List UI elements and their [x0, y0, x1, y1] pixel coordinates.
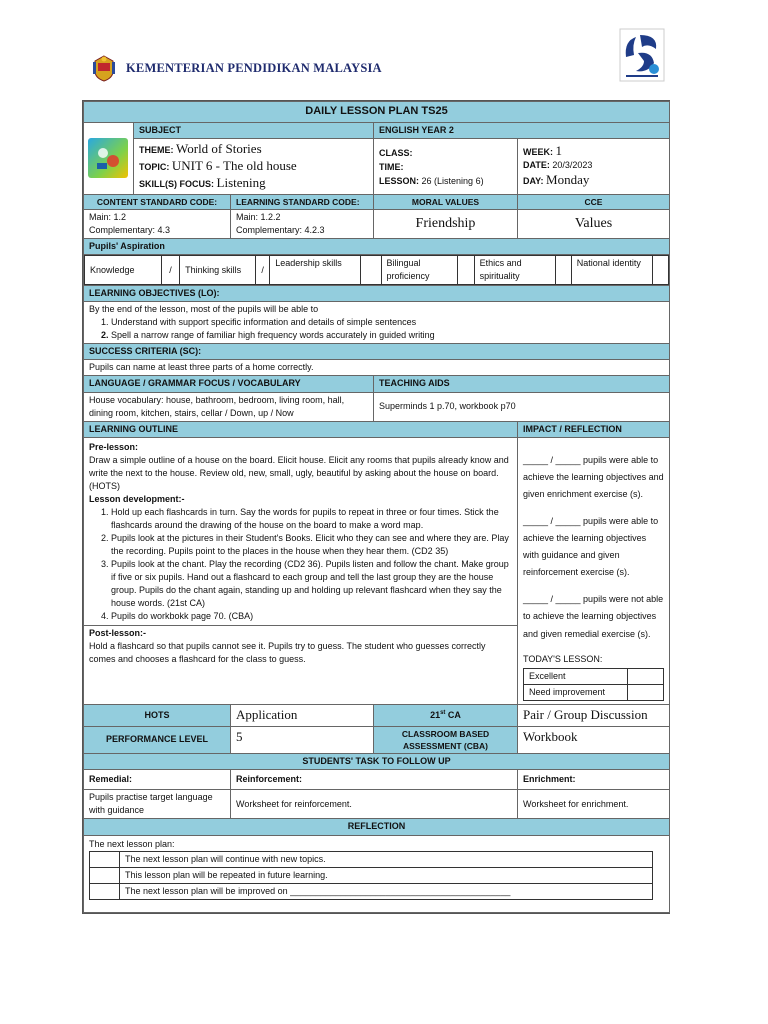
todays-lesson-excellent: Excellent: [524, 668, 628, 684]
impact-line: _____ / _____ pupils were not able to achieve the learning objectives and given remedial exercise (s).: [523, 594, 664, 639]
learning-main: Main: 1.2.2: [236, 211, 281, 222]
topic-label: TOPIC:: [139, 161, 170, 172]
moral-value: Friendship: [374, 209, 518, 238]
outline-header: LEARNING OUTLINE: [84, 421, 518, 437]
content-complementary: Complementary: 4.3: [89, 225, 171, 236]
pre-lesson-text: Draw a simple outline of a house on the board. Elicit house. Elicit any rooms that pupils already know and write the next to the house. Review old, new, small, ugly, beautiful by asking about the house on board. (HOTS): [89, 454, 509, 491]
cba-value: Workbook: [518, 726, 670, 754]
aspiration-ethics-mark: [555, 256, 571, 285]
date-value: 20/3/2023: [552, 159, 593, 170]
lesson-value: 26 (Listening 6): [421, 175, 484, 186]
time-label: TIME:: [379, 161, 404, 172]
enrichment-label: Enrichment:: [518, 770, 670, 790]
day-label: DAY:: [523, 175, 544, 186]
reflection-checkbox[interactable]: [90, 883, 120, 899]
cce-value: Values: [518, 209, 670, 238]
aspiration-header: Pupils' Aspiration: [84, 239, 670, 255]
textbook-cover: [84, 122, 134, 194]
page-title: DAILY LESSON PLAN TS25: [84, 102, 670, 123]
reflection-intro: The next lesson plan:: [89, 838, 175, 849]
reflection-option: The next lesson plan will continue with new topics.: [120, 851, 653, 867]
excellent-checkbox[interactable]: [627, 668, 663, 684]
aspiration-national-mark: [652, 256, 668, 285]
aspiration-knowledge: Knowledge: [85, 256, 162, 285]
lo-body: [84, 302, 670, 344]
class-label: CLASS:: [379, 147, 413, 158]
aids-text: Superminds 1 p.70, workbook p70: [374, 392, 670, 421]
lesson-plan-table: [83, 101, 670, 913]
subject-value: ENGLISH YEAR 2: [374, 122, 670, 138]
remedial-label: Remedial:: [84, 770, 231, 790]
development-list: [89, 506, 512, 623]
sc-header: SUCCESS CRITERIA (SC):: [84, 344, 670, 360]
aspiration-row: [84, 255, 670, 286]
topic-value: UNIT 6 - The old house: [171, 157, 297, 173]
ca21-value: Pair / Group Discussion: [518, 704, 670, 726]
reflection-body: [84, 835, 670, 912]
impact-body: [518, 437, 670, 704]
day-value: Monday: [546, 171, 590, 187]
language-text: House vocabulary: house, bathroom, bedroom, living room, hall, dining room, kitchen, stairs, cellar / Down, up / Now: [84, 392, 374, 421]
theme-topic-skill: [134, 138, 374, 194]
week-date-day: [518, 138, 670, 194]
page-header: [88, 52, 382, 84]
performance-value: 5: [231, 726, 374, 754]
ministry-name: KEMENTERIAN PENDIDIKAN MALAYSIA: [126, 60, 382, 75]
reflection-option: This lesson plan will be repeated in future learning.: [120, 867, 653, 883]
performance-label: PERFORMANCE LEVEL: [84, 726, 231, 754]
lo-item-text: Spell a narrow range of familiar high frequency words accurately in guided writing: [111, 330, 435, 341]
lo-intro: By the end of the lesson, most of the pupils will be able to: [89, 304, 319, 315]
aspiration-national: National identity: [571, 256, 652, 285]
content-standard-cell: [84, 209, 231, 238]
theme-label: THEME:: [139, 144, 174, 155]
aspiration-bilingual-mark: [458, 256, 474, 285]
improvement-checkbox[interactable]: [627, 684, 663, 700]
impact-line: _____ / _____ pupils were able to achieve the learning objectives and given enrichment exercise (s).: [523, 454, 664, 499]
aspiration-thinking-mark: /: [256, 256, 270, 285]
aspiration-bilingual: Bilingual proficiency: [381, 256, 458, 285]
enrichment-text: Worksheet for enrichment.: [518, 790, 670, 819]
remedial-text: Pupils practise target language with guidance: [84, 790, 231, 819]
development-item: 1. Hold up each flashcards in turn. Say the words for pupils to repeat in three or four times. Stick the flashcards around the drawing of the house on the board to make a word map.: [111, 506, 512, 532]
skill-value: Listening: [216, 174, 266, 190]
aspiration-leadership: Leadership skills: [270, 256, 361, 285]
theme-value: World of Stories: [176, 140, 262, 156]
aids-header: TEACHING AIDS: [374, 376, 670, 392]
subject-label: SUBJECT: [134, 122, 374, 138]
coat-of-arms-icon: [88, 52, 120, 84]
reflection-checkbox[interactable]: [90, 851, 120, 867]
lo-header: LEARNING OBJECTIVES (LO):: [84, 286, 670, 302]
lesson-label: LESSON:: [379, 175, 420, 186]
ts25-logo-icon: [618, 27, 666, 83]
moral-values-header: MORAL VALUES: [374, 194, 518, 209]
aspiration-leadership-mark: [361, 256, 381, 285]
development-item: 3. Pupils look at the chant. Play the recording (CD2 36). Pupils listen and follow the chant. Make group if five or six pupils. Hand out a flashcard to each group and tell the last group they are the house group. Pupils do the chant again, standing up and holding up relevant flashcard when they say the house words. (21st CA): [111, 558, 512, 610]
ca21-label: 21st CA: [374, 704, 518, 726]
lo-list: [89, 316, 664, 342]
sc-text: Pupils can name at least three parts of a home correctly.: [84, 360, 670, 376]
hots-value: Application: [231, 704, 374, 726]
development-label: Lesson development:-: [89, 493, 185, 504]
impact-line: _____ / _____ pupils were able to achieve the learning objectives with guidance and given reinforcement exercise (s).: [523, 515, 659, 578]
post-lesson-text: Hold a flashcard so that pupils cannot see it. Pupils try to guess. The student who guesses correctly comes and chooses a flashcard for the class to guess.: [89, 641, 486, 665]
todays-lesson-improvement: Need improvement: [524, 684, 628, 700]
class-time-lesson: [374, 138, 518, 194]
cba-label: CLASSROOM BASED ASSESSMENT (CBA): [374, 726, 518, 754]
date-label: DATE:: [523, 159, 550, 170]
skill-label: SKILL(S) FOCUS:: [139, 178, 214, 189]
followup-header: STUDENTS' TASK TO FOLLOW UP: [84, 754, 670, 770]
outline-body: [84, 437, 518, 704]
post-lesson-block: [84, 625, 517, 666]
week-value: 1: [555, 142, 563, 158]
todays-lesson-table: [523, 668, 664, 701]
hots-label: HOTS: [84, 704, 231, 726]
lo-item: 1. Understand with support specific information and details of simple sentences: [111, 316, 664, 329]
reflection-option: The next lesson plan will be improved on ____________________________________________: [120, 883, 653, 899]
book-cover-icon: [88, 138, 128, 178]
development-item: 2. Pupils look at the pictures in their Student's Books. Elicit who they can see and where they are. Play the recording. Pupils point to the places in the house when they hear them. (CD2 35): [111, 532, 512, 558]
todays-lesson-label: TODAY'S LESSON:: [523, 653, 603, 664]
aspiration-table: [84, 255, 669, 285]
post-lesson-label: Post-lesson:-: [89, 628, 147, 639]
aspiration-thinking: Thinking skills: [180, 256, 256, 285]
cce-header: CCE: [518, 194, 670, 209]
reinforcement-label: Reinforcement:: [231, 770, 518, 790]
reflection-table: [89, 851, 653, 900]
content-main: Main: 1.2: [89, 211, 127, 222]
reflection-header: REFLECTION: [84, 819, 670, 835]
content-standard-header: CONTENT STANDARD CODE:: [84, 194, 231, 209]
reinforcement-text: Worksheet for reinforcement.: [231, 790, 518, 819]
learning-complementary: Complementary: 4.2.3: [236, 225, 325, 236]
lo-item: [111, 329, 664, 342]
language-header: LANGUAGE / GRAMMAR FOCUS / VOCABULARY: [84, 376, 374, 392]
learning-standard-header: LEARNING STANDARD CODE:: [231, 194, 374, 209]
lesson-plan-sheet: [82, 100, 670, 914]
reflection-checkbox[interactable]: [90, 867, 120, 883]
aspiration-ethics: Ethics and spirituality: [474, 256, 555, 285]
impact-header: IMPACT / REFLECTION: [518, 421, 670, 437]
pre-lesson-label: Pre-lesson:: [89, 441, 139, 452]
week-label: WEEK:: [523, 146, 553, 157]
learning-standard-cell: [231, 209, 374, 238]
development-item: 4. Pupils do workbokk page 70. (CBA): [111, 610, 512, 623]
aspiration-knowledge-mark: /: [161, 256, 179, 285]
